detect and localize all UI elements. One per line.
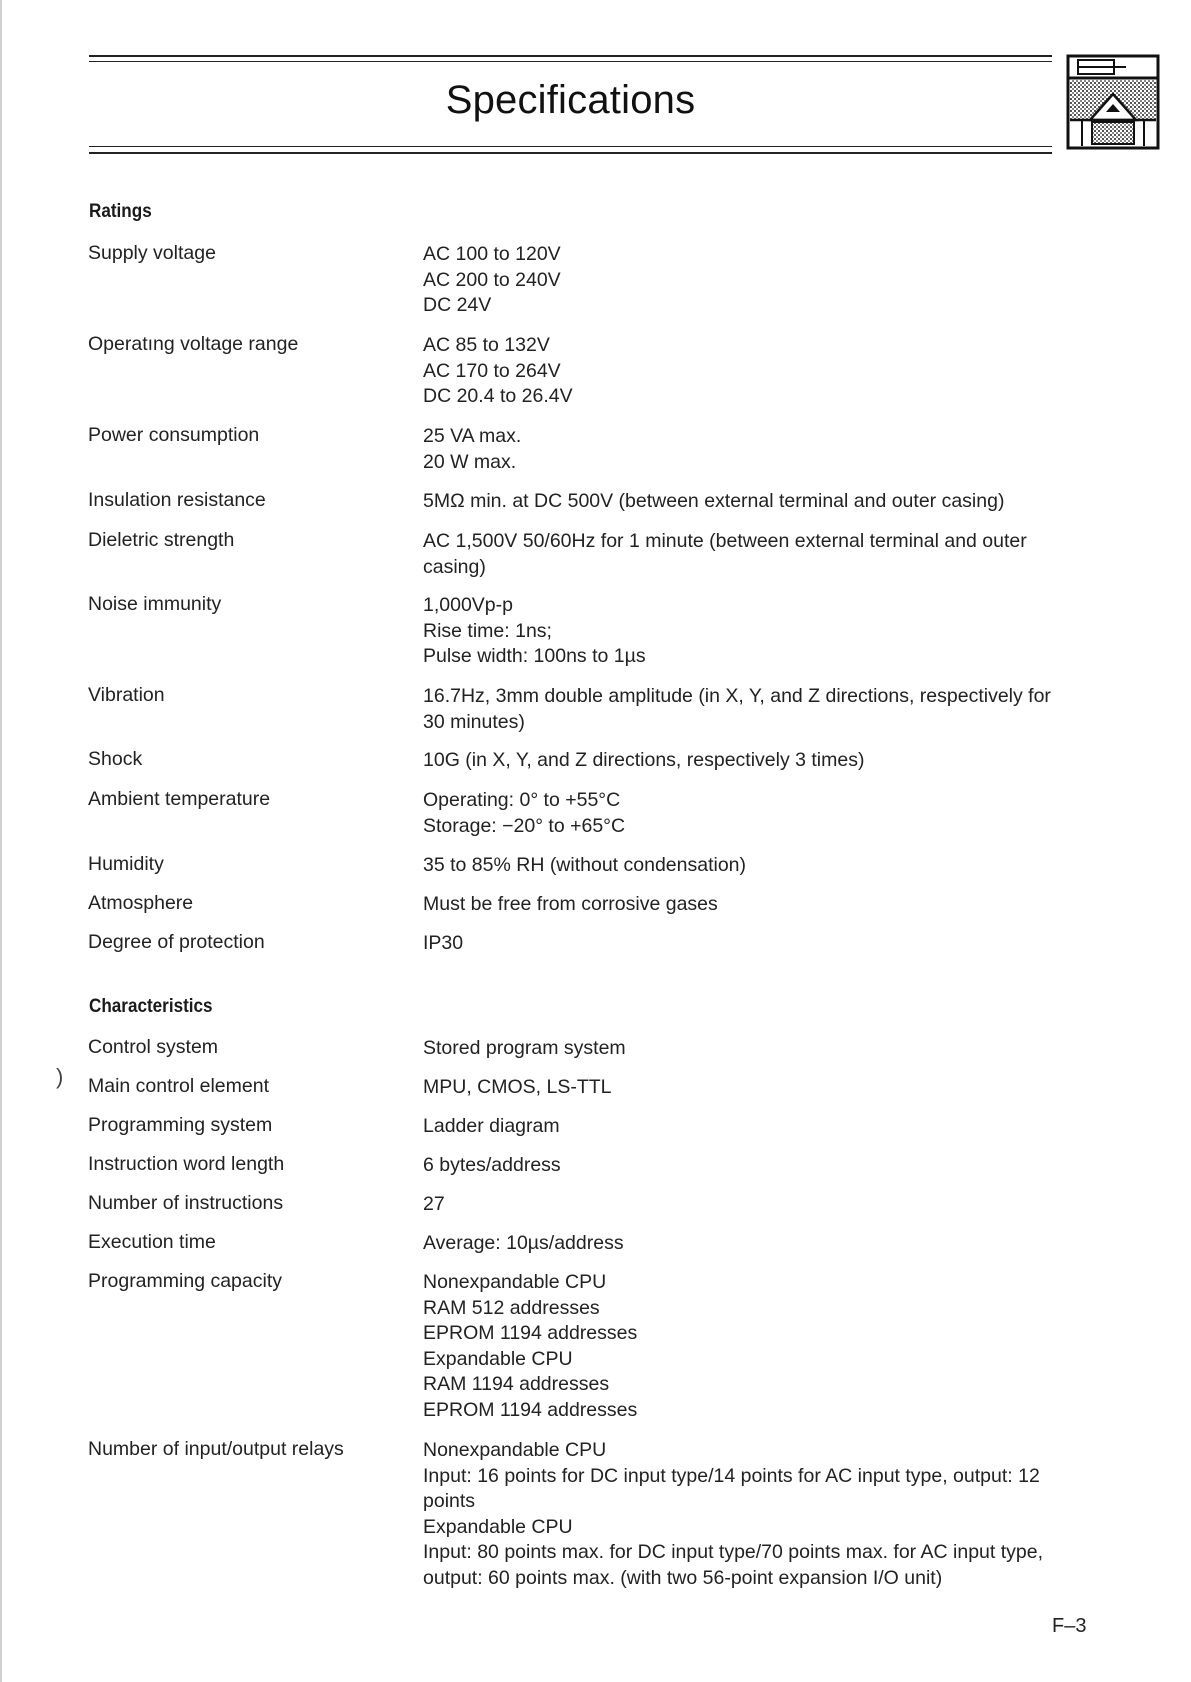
spec-value-line: 16.7Hz, 3mm double amplitude (in X, Y, and Z directions, respectively for 30 minutes) (423, 685, 1051, 733)
spec-value (423, 1231, 1063, 1257)
spec-value-line: DC 20.4 to 26.4V (423, 385, 573, 407)
spec-label: Supply voltage (88, 242, 216, 264)
spec-value (423, 529, 1053, 580)
spec-value (423, 684, 1068, 735)
spec-value-line: AC 85 to 132V (423, 334, 550, 356)
spec-value-line: Stored program system (423, 1037, 626, 1059)
header-rule-bottom-thin (89, 146, 1052, 147)
spec-value-line: 20 W max. (423, 450, 517, 473)
spec-label: Noise immunity (88, 593, 222, 615)
spec-value-line: MPU, CMOS, LS-TTL (423, 1076, 612, 1098)
spec-value-line: 25 VA max. (423, 425, 522, 447)
ratings-heading: Ratings (89, 201, 152, 222)
spec-value-line: Storage: −20° to +65°C (423, 814, 626, 837)
spec-value-line: Average: 10µs/address (423, 1232, 624, 1254)
spec-value-line: RAM 512 addresses (423, 1296, 600, 1319)
section-f-logo-icon (1066, 54, 1160, 150)
spec-label: Number of input/output relays (88, 1438, 344, 1460)
spec-value-line: Expandable CPU (423, 1515, 573, 1538)
header-rule-top (89, 55, 1052, 57)
spec-label: Vibration (88, 684, 165, 706)
spec-value-line: 27 (423, 1193, 445, 1215)
spec-label: Instruction word length (88, 1153, 285, 1175)
spec-value (423, 242, 1063, 319)
spec-label: Power consumption (88, 424, 260, 446)
spec-value (423, 1270, 1063, 1423)
spec-value-line: EPROM 1194 addresses (423, 1398, 638, 1421)
spec-value (423, 788, 1063, 839)
spec-label: Programming capacity (88, 1270, 282, 1292)
spec-value (423, 1192, 1063, 1218)
spec-value (423, 892, 1063, 918)
spec-value-line: 1,000Vp-p (423, 594, 513, 616)
spec-value-line: Ladder diagram (423, 1115, 560, 1137)
spec-label: Control system (88, 1036, 219, 1058)
spec-value-line: Expandable CPU (423, 1347, 573, 1370)
spec-value-line: EPROM 1194 addresses (423, 1322, 638, 1344)
spec-value (423, 593, 1063, 670)
spec-value (423, 931, 1063, 957)
page-number: F–3 (1052, 1615, 1087, 1637)
spec-value-line: Input: 16 points for DC input type/14 points for AC input type, output: 12 points (423, 1464, 1040, 1512)
spec-value-line: AC 200 to 240V (423, 268, 561, 291)
spec-value-line: Operating: 0° to +55°C (423, 789, 621, 811)
spec-value (423, 748, 1063, 774)
spec-value-line: Nonexpandable CPU (423, 1271, 607, 1293)
spec-label: Atmosphere (88, 892, 194, 914)
spec-value (423, 853, 1063, 879)
spec-value (423, 333, 1063, 410)
spec-label: Shock (88, 748, 143, 770)
spec-label: Operatıng voltage range (88, 333, 299, 355)
spec-label: Humidity (88, 853, 164, 875)
page-title: Specifications (445, 78, 696, 122)
scan-edge (0, 0, 2, 1682)
spec-label: Dieletric strength (88, 529, 235, 551)
spec-label: Main control element (88, 1075, 270, 1097)
spec-value-line: AC 100 to 120V (423, 243, 561, 265)
spec-value (423, 1036, 1063, 1062)
characteristics-heading: Characteristics (89, 996, 213, 1017)
spec-label: Programming system (88, 1114, 273, 1136)
spec-value-line: Nonexpandable CPU (423, 1439, 607, 1461)
spec-value-line: RAM 1194 addresses (423, 1373, 610, 1395)
spec-value (423, 1114, 1063, 1140)
spec-value-line: DC 24V (423, 294, 492, 316)
spec-value-line: Must be free from corrosive gases (423, 893, 718, 915)
spec-value-line: AC 1,500V 50/60Hz for 1 minute (between external terminal and outer casing) (423, 530, 1027, 578)
header-rule-top-thin (89, 61, 1052, 62)
spec-value-line: Input: 80 points max. for DC input type/70 points max. for AC input type, output: 60 points max. (with two 56-point expansion I/O unit) (423, 1541, 1043, 1589)
spec-value-line: AC 170 to 264V (423, 359, 561, 382)
spec-label: Degree of protection (88, 931, 265, 953)
header-rule-bottom (89, 152, 1052, 154)
spec-value (423, 1075, 1063, 1101)
spec-value-line: 35 to 85% RH (without condensation) (423, 854, 747, 876)
spec-value-line: 10G (in X, Y, and Z directions, respectively 3 times) (423, 749, 865, 771)
spec-value-line: Rise time: 1ns; (423, 619, 552, 642)
spec-value (423, 1153, 1063, 1179)
spec-value (423, 489, 1063, 515)
spec-value-line: IP30 (423, 932, 464, 954)
spec-label: Number of instructions (88, 1192, 284, 1214)
margin-paren-mark: ) (56, 1064, 64, 1089)
spec-label: Ambient temperature (88, 788, 271, 810)
spec-label: Execution time (88, 1231, 216, 1253)
spec-value (423, 1438, 1063, 1591)
spec-value-line: 6 bytes/address (423, 1154, 561, 1176)
spec-label: Insulation resistance (88, 489, 266, 511)
spec-value-line: 5MΩ min. at DC 500V (between external terminal and outer casing) (423, 490, 1005, 512)
spec-value-line: Pulse width: 100ns to 1µs (423, 645, 646, 667)
spec-value (423, 424, 1063, 475)
